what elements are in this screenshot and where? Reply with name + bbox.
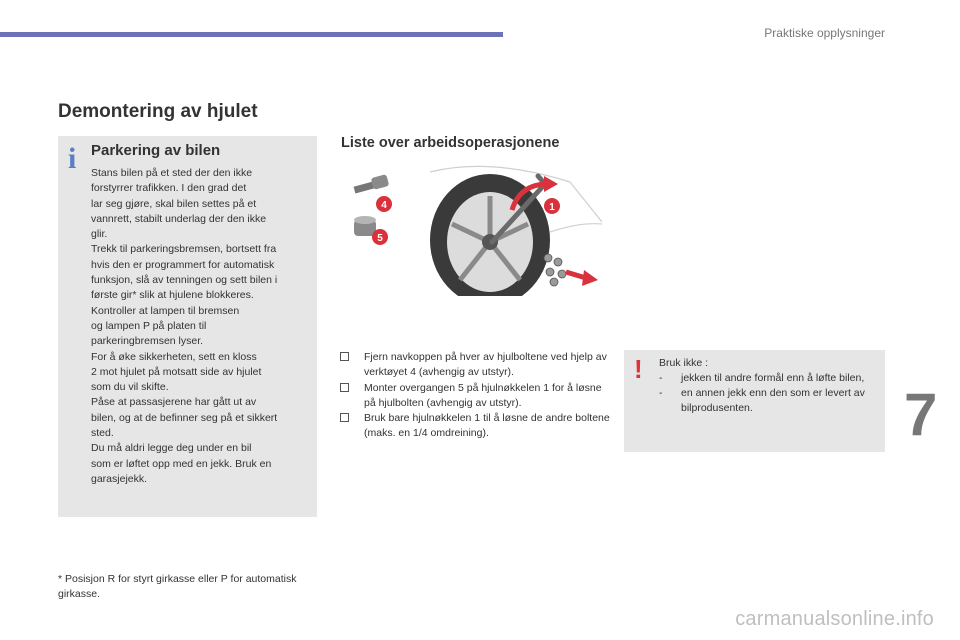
warning-intro: Bruk ikke :: [659, 357, 709, 369]
step-text: Fjern navkoppen på hver av hjulboltene ved hjelp av verktøyet 4 (avhengig av utstyr).: [364, 351, 607, 379]
warning-item: - en annen jekk enn den som er levert av bilprodusenten.: [659, 387, 865, 414]
warning-text: [659, 356, 879, 416]
chapter-number: 7: [904, 381, 938, 448]
warning-item: - jekken til andre formål enn å løfte bilen,: [659, 372, 865, 384]
operations-title: Liste over arbeidsoperasjonene: [341, 135, 560, 151]
parking-info-box: [58, 136, 317, 517]
checkbox-icon: [340, 413, 349, 422]
watermark: carmanualsonline.info: [735, 608, 934, 630]
footnote: * Posisjon R for styrt girkasse eller P for automatisk girkasse.: [58, 573, 297, 600]
callout-1: 1: [549, 202, 555, 213]
warning-item-text: jekken til andre formål enn å løfte bilen,: [681, 372, 865, 384]
warning-icon: !: [634, 354, 643, 384]
info-icon: i: [68, 142, 77, 175]
parking-text: Stans bilen på et sted der den ikke forstyrrer trafikken. I den grad det lar seg gjøre, skal bilen settes på et vannrett, stabilt underlag der den ikke glir. Trekk til parkeringsbremsen, bortsett fra hvis den er programmert for automatisk funksjon, slå av tenningen og sett bilen i første gir* slik at hjulene blokkeres. Kontroller at lampen til bremsen og lampen P på platen til parkeringbremsen lyser. For å øke sikkerheten, sett en kloss 2 mot hjulet på motsatt side av hjulet som du vil skifte. Påse at passasjerene har gått ut av bilen, og at de befinner seg på et sikkert sted. Du må aldri legge deg under en bil som er løftet opp med en jekk. Bruk en garasjejekk.: [91, 167, 278, 485]
warning-box: [624, 350, 885, 452]
checkbox-icon: [340, 352, 349, 361]
wheel-removal-illustration: [340, 162, 602, 296]
section-title: Praktiske opplysninger: [764, 26, 885, 40]
warning-item-text: en annen jekk enn den som er levert av bilprodusenten.: [681, 387, 865, 414]
step-item: [340, 350, 612, 381]
top-accent-bar: [0, 32, 503, 37]
step-text: Bruk bare hjulnøkkelen 1 til å løsne de andre boltene (maks. en 1/4 omdreining).: [364, 412, 610, 440]
callout-4: 4: [381, 200, 387, 211]
step-item: [340, 381, 612, 412]
page-title: Demontering av hjulet: [58, 101, 258, 122]
step-item: [340, 411, 612, 442]
operations-steps: [340, 350, 612, 442]
adapter-5: [354, 216, 376, 236]
parking-title: Parkering av bilen: [91, 142, 221, 159]
callout-5: 5: [377, 233, 383, 244]
step-text: Monter overgangen 5 på hjulnøkkelen 1 for å løsne på hjulbolten (avhengig av utstyr).: [364, 381, 602, 409]
checkbox-icon: [340, 383, 349, 392]
